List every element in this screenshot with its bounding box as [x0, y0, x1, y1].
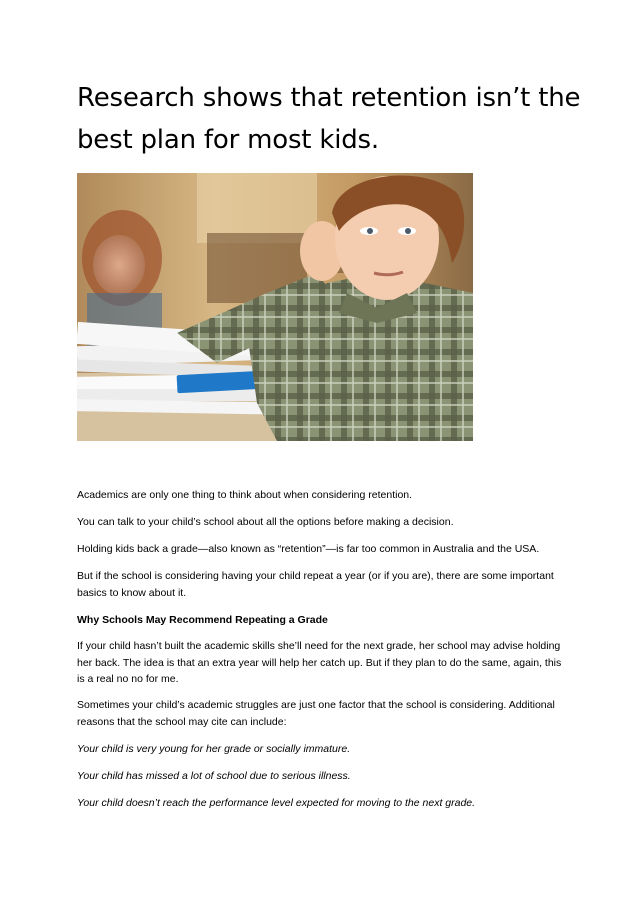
- paragraph-3: Holding kids back a grade—also known as “retention”—is far too common in Australia and the USA.: [77, 543, 540, 555]
- paragraph-1: Academics are only one thing to think about when considering retention.: [77, 489, 413, 501]
- page-title: Research shows that retention isn’t the best plan for most kids.: [77, 83, 581, 155]
- reason-3: Your child doesn’t reach the performance level expected for moving to the next grade.: [77, 797, 476, 809]
- paragraph-2: You can talk to your child’s school about all the options before making a decision.: [77, 516, 454, 528]
- section-heading: Why Schools May Recommend Repeating a Grade: [77, 614, 328, 626]
- paragraph-4: But if the school is considering having your child repeat a year (or if you are), there are some important basics to know about it.: [77, 570, 554, 599]
- paragraph-6: Sometimes your child’s academic struggles are just one factor that the school is considering. Additional reasons that the school may cite can include:: [77, 699, 555, 728]
- reason-2: Your child has missed a lot of school due to serious illness.: [77, 770, 351, 782]
- bored-student-photo: [77, 173, 473, 441]
- paragraph-5: If your child hasn’t built the academic skills she’ll need for the next grade, her school may advise holding her back. The idea is that an extra year will help her catch up. But if they plan to do the same, again, this is a real no no for me.: [77, 640, 562, 685]
- reason-1: Your child is very young for her grade or socially immature.: [77, 743, 351, 755]
